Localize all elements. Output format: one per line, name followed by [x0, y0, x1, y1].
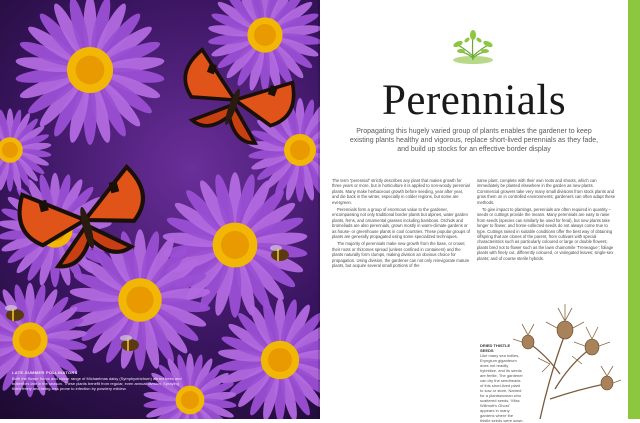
body-paragraph: The majority of perennials make new growth from the base, or crown; their roots or rhizomes spread (unless confined in containers) and the plants naturally form clumps, making division an obvious choice for propagation. Using division, the gardener can not only reinvigorate mature plants, but acquire several small portions of the [332, 241, 470, 269]
seed-caption-text: Like many sea hollies, Eryngium giganteum does not readily hybridize, and its seeds are fertile. The gardener can dry the seedheads of this short-lived plant to sow or store. Named for a plantswoman who scattered seeds, ‘Miss Willmott’s Ghost’ appears in many gardens where the thistle seeds were sown. [480, 353, 524, 423]
dried-thistle-seeds-illustration [510, 294, 622, 419]
section-edge-tab [628, 0, 640, 419]
body-column-1 [332, 178, 471, 271]
photo-caption-title: LATE-SUMMER POLLINATORS [12, 370, 78, 375]
body-paragraph: The term “perennial” strictly describes any plant that makes growth for three years or more, but in horticulture it is applied to non-woody perennial plants. Many make herbaceous growth before seeding, year after year, and die back in the winter, especially in colder regions, but some are evergreen. [332, 178, 470, 205]
body-paragraph: To give impact to plantings, perennials are often required in quantity – seeds or cuttings provide the means. Many perennials are easy to raise from seeds (species can similarly be used for feral), but new plants take longer to flower, and home-collected seeds do not always come true to type. Cuttings raised in suitable conditions offer the best way of obtaining offspring that are clones of the parent, from cultivars with special characteristics such as particularly coloured or large or double flowers; plants bred not to flower such as the lawn chamomile ‘Treneague’; foliage plants with finely cut, differently coloured, or variegated leaves; single-sex plants; and of course sterile hybrids. [477, 207, 614, 261]
perennial-plant-icon [448, 26, 498, 66]
photo-caption [12, 370, 184, 391]
photo-illustration [0, 0, 320, 419]
page-title: Perennials [381, 77, 567, 124]
body-paragraph: Perennials form a group of enormous value to the gardener, encompassing not only traditional border plants but alpines, water garden plants, ferns, and ornamental grasses including bamboos. Orchids and bromeliads are also perennials, grown mostly in warm-climate gardens or as house- or greenhouse plants in cool countries. These popular groups of plants are generally propagated using some specialized techniques. [332, 207, 470, 240]
aster-flower [208, 0, 320, 92]
body-paragraph: same plant, complete with their own roots and shoots, which can immediately be planted elsewhere in the garden as new plants. Commercial growers take very many small divisions from stock plants and grow them on in controlled environments; gardeners can often adapt these methods. [477, 178, 616, 205]
intro-paragraph: Propagating this hugely varied group of plants enables the gardener to keep existing plants healthy and vigorous, replace short-lived perennials as they fade, and build up stocks for an effective border display [349, 128, 599, 153]
seed-caption-title: DRIED THISTLE SEEDS [480, 343, 511, 353]
aster-butterfly-photo [0, 0, 320, 419]
body-column-2 [477, 178, 616, 263]
right-page [320, 0, 628, 423]
photo-caption-text: Both the flower forms and colour range of Michaelmas daisy (Symphyotrichum) attract bees and butterflies late in the season. These plants benefit from regular, even annual division. Spraying them freely and being less prone to infection by powdery mildew. [12, 376, 182, 391]
aster-flower [15, 0, 165, 145]
